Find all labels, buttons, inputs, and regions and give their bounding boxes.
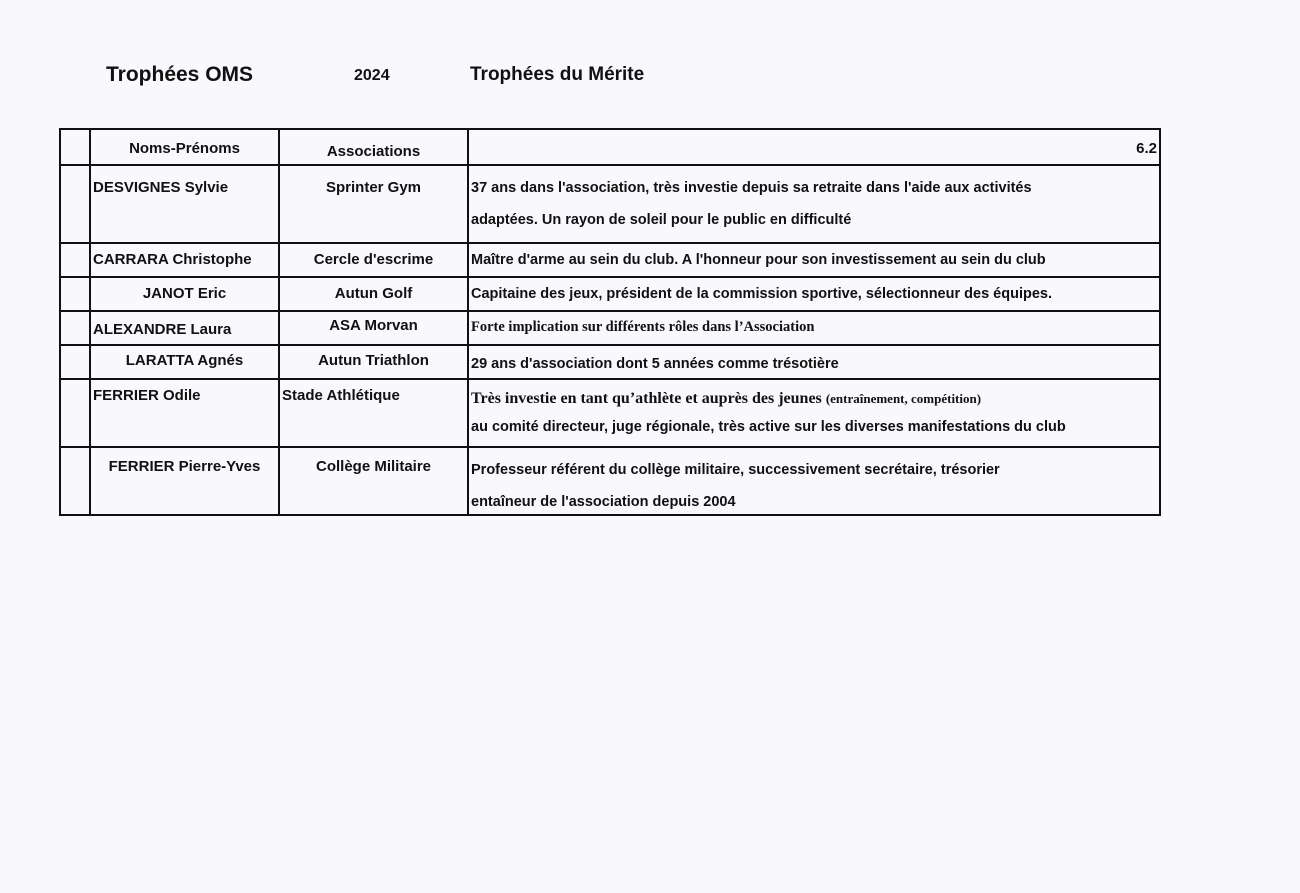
description-line: entaîneur de l'association depuis 2004: [471, 494, 736, 510]
association-cell: Cercle d'escrime: [279, 243, 468, 277]
description-line: 29 ans d'association dont 5 années comme trésotière: [471, 356, 839, 372]
table-row: [60, 277, 1160, 311]
merit-description-cell: [468, 277, 1160, 311]
association-cell: Sprinter Gym: [279, 165, 468, 243]
name-cell: ALEXANDRE Laura: [90, 311, 279, 345]
description-line: 37 ans dans l'association, très investie depuis sa retraite dans l'aide aux activités: [471, 180, 1032, 196]
table-row: [60, 165, 1160, 243]
name-cell: FERRIER Pierre-Yves: [90, 447, 279, 515]
row-number-cell: [60, 243, 90, 277]
name-cell: FERRIER Odile: [90, 379, 279, 447]
table-row: [60, 345, 1160, 379]
table-row: [60, 243, 1160, 277]
column-header-association: Associations: [279, 129, 468, 165]
row-number-cell: [60, 165, 90, 243]
row-number-cell: [60, 447, 90, 515]
table-header-row: [60, 129, 1160, 165]
row-number-cell: [60, 129, 90, 165]
merit-description-cell: [468, 447, 1160, 515]
trophies-table: [59, 128, 1161, 516]
table-row: [60, 447, 1160, 515]
column-header-name: Noms-Prénoms: [90, 129, 279, 165]
merit-description-cell: [468, 345, 1160, 379]
merit-description-cell: [468, 165, 1160, 243]
name-cell: JANOT Eric: [90, 277, 279, 311]
description-line: Professeur référent du collège militaire, successivement secrétaire, trésorier: [471, 462, 1000, 478]
row-number-cell: [60, 345, 90, 379]
merit-description-cell: [468, 243, 1160, 277]
association-cell: Collège Militaire: [279, 447, 468, 515]
document-subtitle: Trophées du Mérite: [470, 64, 645, 85]
row-number-cell: [60, 379, 90, 447]
description-line: au comité directeur, juge régionale, très active sur les diverses manifestations du club: [471, 419, 1066, 435]
description-line: Maître d'arme au sein du club. A l'honneur pour son investissement au sein du club: [471, 252, 1046, 268]
association-cell: Autun Triathlon: [279, 345, 468, 379]
table-row: [60, 379, 1160, 447]
merit-description-cell: [468, 311, 1160, 345]
row-number-cell: [60, 311, 90, 345]
merit-description-cell: [468, 379, 1160, 447]
name-cell: DESVIGNES Sylvie: [90, 165, 279, 243]
table-row: [60, 311, 1160, 345]
row-number-cell: [60, 277, 90, 311]
name-cell: CARRARA Christophe: [90, 243, 279, 277]
association-cell: ASA Morvan: [279, 311, 468, 345]
description-line: adaptées. Un rayon de soleil pour le public en difficulté: [471, 212, 852, 228]
name-cell: LARATTA Agnés: [90, 345, 279, 379]
reference-number: 6.2: [468, 129, 1160, 165]
description-line: Forte implication sur différents rôles dans l’Association: [471, 319, 815, 335]
association-cell: Autun Golf: [279, 277, 468, 311]
association-cell: Stade Athlétique: [279, 379, 468, 447]
document-year: 2024: [354, 67, 390, 84]
description-line: (entraînement, compétition): [825, 391, 982, 406]
description-line: Capitaine des jeux, président de la commission sportive, sélectionneur des équipes.: [471, 286, 1052, 302]
document-title: Trophées OMS: [106, 63, 254, 86]
description-line: Très investie en tant qu’athlète et auprès des jeunes: [471, 390, 822, 407]
